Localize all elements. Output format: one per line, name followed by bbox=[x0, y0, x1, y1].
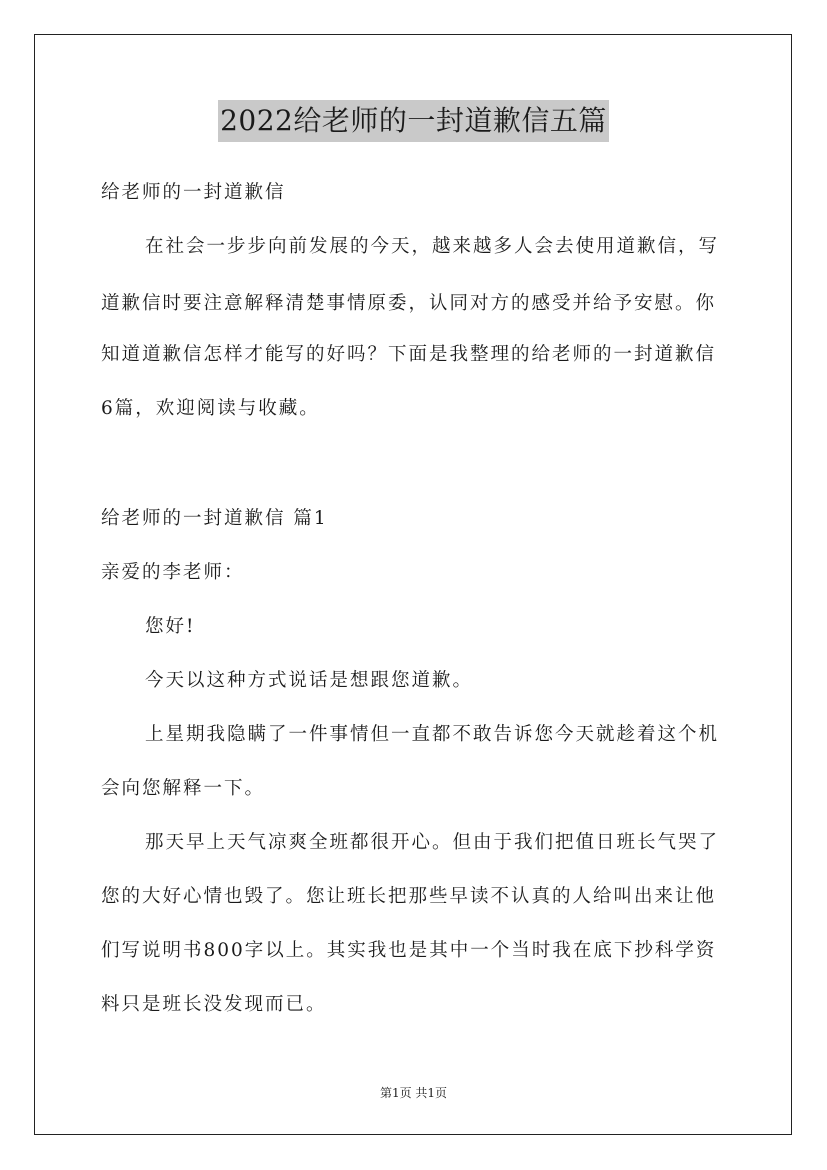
document-title: 2022给老师的一封道歉信五篇 bbox=[218, 100, 609, 142]
intro-line-4: 6篇，欢迎阅读与收藏。 bbox=[101, 398, 320, 419]
intro-line-2: 道歉信时要注意解释清楚事情原委，认同对方的感受并给予安慰。你 bbox=[101, 293, 717, 314]
paragraph-1: 今天以这种方式说话是想跟您道歉。 bbox=[145, 670, 474, 691]
paragraph-3-line-1: 那天早上天气凉爽全班都很开心。但由于我们把值日班长气哭了 bbox=[145, 832, 720, 853]
paragraph-2-line-2: 会向您解释一下。 bbox=[101, 778, 266, 799]
article-heading: 给老师的一封道歉信 篇1 bbox=[101, 508, 328, 529]
section-heading: 给老师的一封道歉信 bbox=[101, 182, 286, 203]
page-footer: 第1页 共1页 bbox=[379, 1086, 448, 1100]
salutation: 亲爱的李老师： bbox=[101, 562, 245, 583]
greeting: 您好! bbox=[145, 616, 196, 637]
paragraph-3-line-4: 料只是班长没发现而已。 bbox=[101, 994, 327, 1015]
paragraph-2-line-1: 上星期我隐瞒了一件事情但一直都不敢告诉您今天就趁着这个机 bbox=[145, 724, 720, 745]
paragraph-3-line-3: 们写说明书800字以上。其实我也是其中一个当时我在底下抄科学资 bbox=[101, 940, 717, 961]
intro-line-1: 在社会一步步向前发展的今天，越来越多人会去使用道歉信，写 bbox=[145, 236, 720, 257]
paragraph-3-line-2: 您的大好心情也毁了。您让班长把那些早读不认真的人给叫出来让他 bbox=[101, 886, 717, 907]
intro-line-3: 知道道歉信怎样才能写的好吗？下面是我整理的给老师的一封道歉信 bbox=[101, 344, 717, 365]
title-container bbox=[0, 100, 827, 142]
